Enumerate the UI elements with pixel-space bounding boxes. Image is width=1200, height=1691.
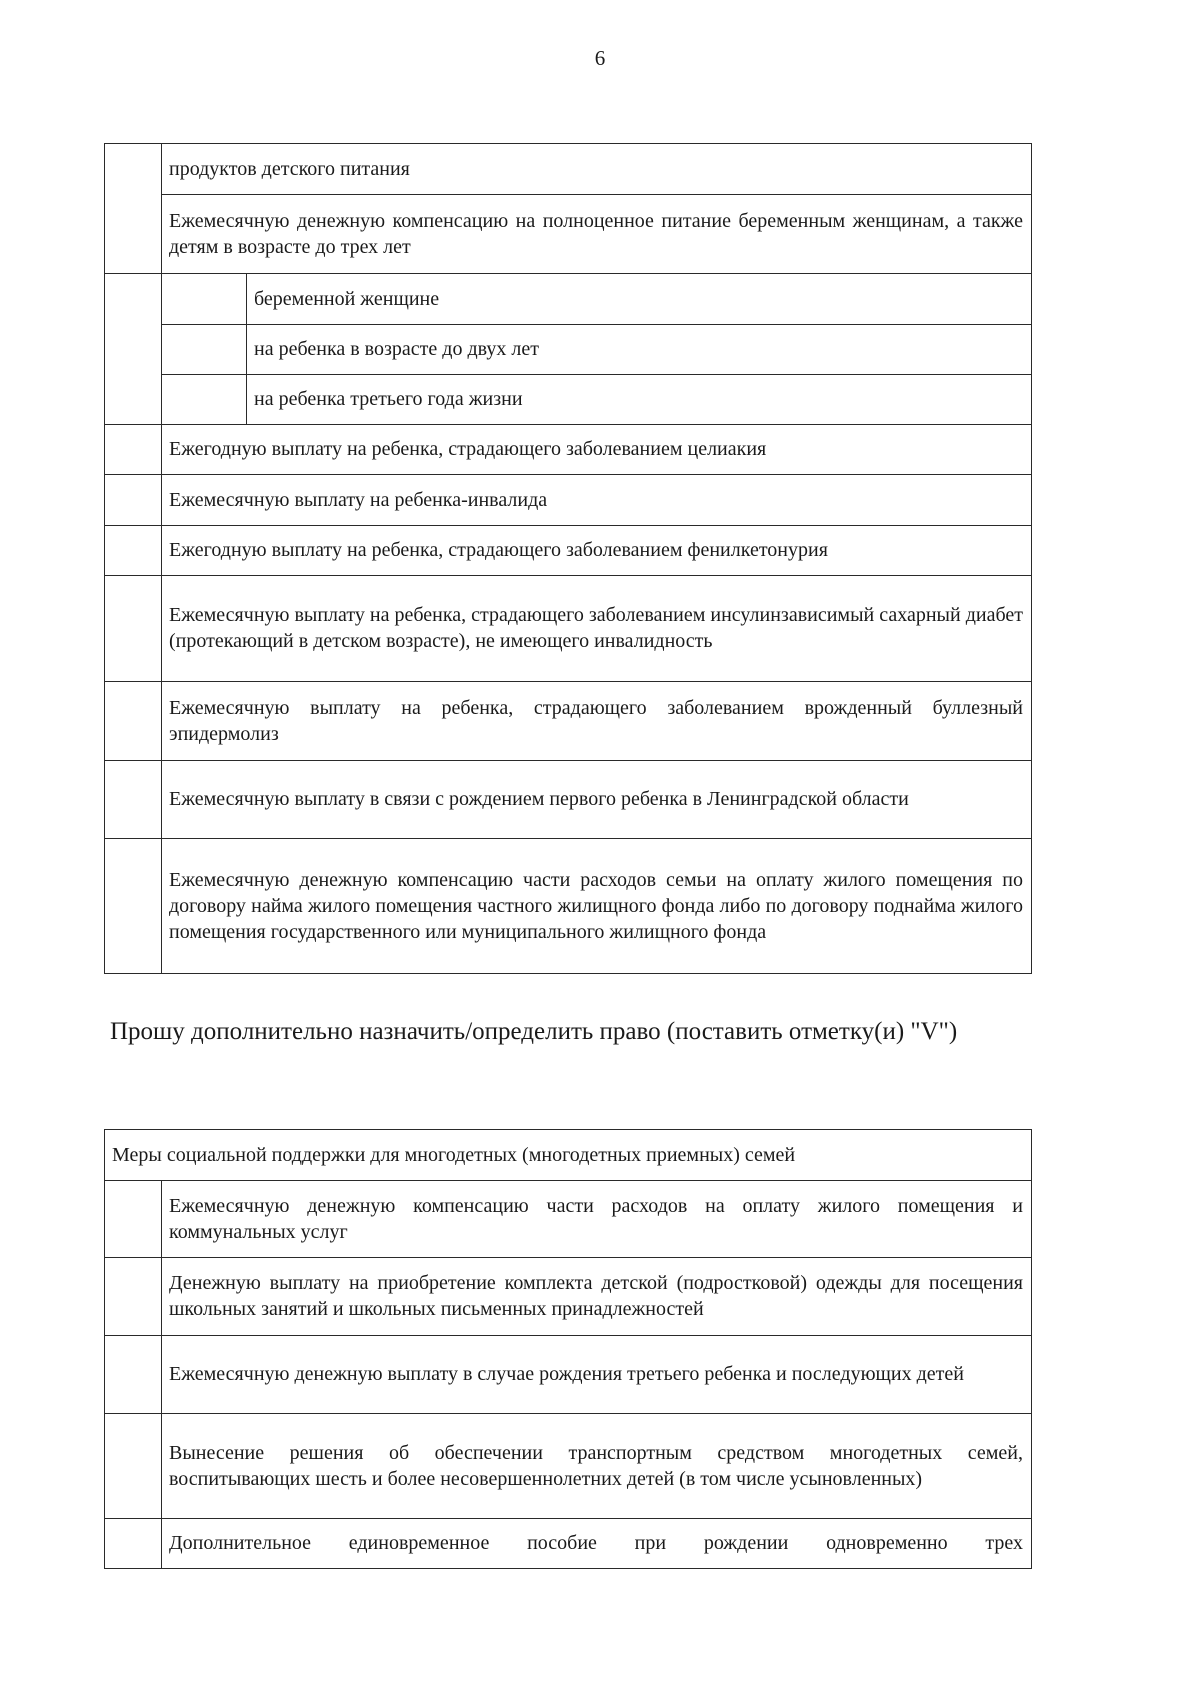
checkbox-cell[interactable]	[105, 839, 162, 974]
row-text: на ребенка в возрасте до двух лет	[247, 325, 1032, 375]
table-row	[105, 1414, 1032, 1519]
row-text: Ежемесячную выплату в связи с рождением первого ребенка в Ленинградской области	[162, 761, 1032, 839]
row-text: Вынесение решения об обеспечении транспортным средством многодетных семей, воспитывающих шесть и более несовершеннолетних детей (в том числе усыновленных)	[162, 1414, 1032, 1519]
checkbox-cell[interactable]	[105, 1519, 162, 1569]
row-text: Ежегодную выплату на ребенка, страдающего заболеванием фенилкетонурия	[162, 526, 1032, 576]
checkbox-cell[interactable]	[162, 375, 247, 425]
table-header-row	[105, 1130, 1032, 1181]
row-text: Ежемесячную денежную компенсацию части расходов на оплату жилого помещения и коммунальных услуг	[162, 1181, 1032, 1258]
table-row	[105, 1519, 1032, 1569]
row-text: Дополнительное единовременное пособие при рождении одновременно трех	[162, 1519, 1032, 1569]
row-text: Ежемесячную выплату на ребенка-инвалида	[162, 475, 1032, 526]
row-text: Ежемесячную денежную выплату в случае рождения третьего ребенка и последующих детей	[162, 1336, 1032, 1414]
row-text: Ежемесячную денежную компенсацию части расходов семьи на оплату жилого помещения по договору найма жилого помещения частного жилищного фонда либо по договору поднайма жилого помещения государственного или муниципального жилищного фонда	[162, 839, 1032, 974]
row-text: Ежемесячную денежную компенсацию на полноценное питание беременным женщинам, а также детям в возрасте до трех лет	[162, 195, 1032, 274]
table-row	[105, 761, 1032, 839]
checkbox-cell[interactable]	[105, 1336, 162, 1414]
row-text: Ежегодную выплату на ребенка, страдающего заболеванием целиакия	[162, 425, 1032, 475]
row-text: беременной женщине	[247, 274, 1032, 325]
table-row	[105, 475, 1032, 526]
table-header: Меры социальной поддержки для многодетных (многодетных приемных) семей	[105, 1130, 1032, 1181]
section-heading: Прошу дополнительно назначить/определить право (поставить отметку(и) "V")	[110, 1018, 958, 1045]
table-row	[105, 325, 1032, 375]
table-row	[105, 526, 1032, 576]
checkbox-cell[interactable]	[162, 274, 247, 325]
checkbox-cell[interactable]	[105, 144, 162, 274]
outer-cell	[105, 274, 162, 425]
checkbox-cell[interactable]	[105, 1258, 162, 1336]
checkbox-cell[interactable]	[105, 682, 162, 761]
checkbox-cell[interactable]	[105, 526, 162, 576]
table-row	[105, 274, 1032, 325]
benefits-table-1	[104, 143, 1032, 974]
table-row	[105, 839, 1032, 974]
table-row	[105, 425, 1032, 475]
row-text: продуктов детского питания	[162, 144, 1032, 195]
row-text: на ребенка третьего года жизни	[247, 375, 1032, 425]
checkbox-cell[interactable]	[105, 761, 162, 839]
table-row	[105, 1181, 1032, 1258]
large-family-benefits-table	[104, 1129, 1032, 1569]
table-row	[105, 195, 1032, 274]
table-row	[105, 682, 1032, 761]
table-row	[105, 576, 1032, 682]
table-row	[105, 1336, 1032, 1414]
checkbox-cell[interactable]	[105, 475, 162, 526]
checkbox-cell[interactable]	[105, 425, 162, 475]
row-text: Ежемесячную выплату на ребенка, страдающего заболеванием инсулинзависимый сахарный диабет (протекающий в детском возрасте), не имеющего инвалидность	[162, 576, 1032, 682]
checkbox-cell[interactable]	[105, 1181, 162, 1258]
page-number: 6	[594, 46, 606, 70]
row-text: Ежемесячную выплату на ребенка, страдающего заболеванием врожденный буллезный эпидермолиз	[162, 682, 1032, 761]
checkbox-cell[interactable]	[105, 576, 162, 682]
checkbox-cell[interactable]	[162, 325, 247, 375]
table-row	[105, 1258, 1032, 1336]
table-row	[105, 375, 1032, 425]
table-row	[105, 144, 1032, 195]
checkbox-cell[interactable]	[105, 1414, 162, 1519]
row-text: Денежную выплату на приобретение комплекта детской (подростковой) одежды для посещения школьных занятий и школьных письменных принадлежностей	[162, 1258, 1032, 1336]
